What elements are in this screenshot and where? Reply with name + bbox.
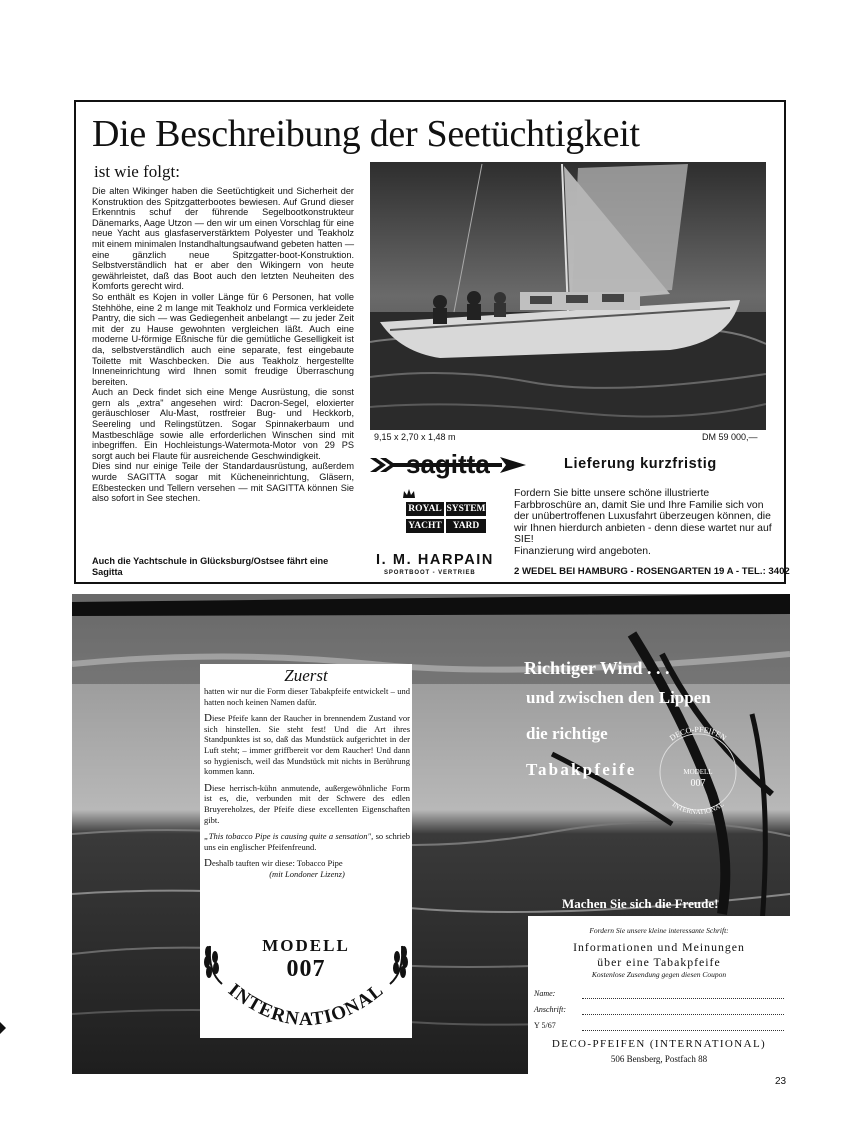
margin-mark-icon	[0, 1022, 6, 1034]
quote-paragraph	[204, 831, 410, 852]
paragraph-text: iese Pfeife kann der Raucher in brennendem Zustand vor sich hinstellen. Sie steht fest! Und die Art ihres Standpunktes ist so, daß das Mundstück aufgerichtet in der Luft steht; – immer griffbereit vor dem Raucher! Und dann so hygienisch, weil das Mundstück mit nichts in Berührung kommen kann.	[204, 713, 410, 777]
international-arc-text: INTERNATIONAL	[224, 979, 388, 1031]
brochure-text: Fordern Sie bitte unsere schöne illustrierte Farbbroschüre an, damit Sie und Ihre Familie sich von der unübertroffenen Luxusfahrt überzeugen können, die wir Ihnen hierdurch anbieten - denn diese wartet nur auf SIE!	[514, 488, 772, 546]
coupon-title: Informationen und Meinungen	[573, 940, 745, 954]
address-field[interactable]	[582, 1014, 784, 1015]
body-paragraph: Dies sind nur einige Teile der Standardausrüstung, außerdem wurde SAGITTA sogar mit Kücheneinrichtung, Gläsern, Eßbestecken und Tellern versehen — mit SAGITTA können Sie also sofort in See stechen.	[92, 461, 354, 504]
coupon-company: DECO-PFEIFEN (INTERNATIONAL)	[551, 1038, 767, 1050]
license-note: (mit Londoner Lizenz)	[269, 868, 345, 879]
coupon-code: Y 5/67	[534, 1021, 556, 1030]
slogan-line: Tabakpfeife	[526, 760, 637, 779]
seal-text: INTERNATIONAL	[670, 800, 726, 814]
sagitta-advertisement	[74, 100, 790, 584]
english-quote: „This tobacco Pipe is causing quite a sensation",	[204, 831, 374, 842]
logo-word: YARD	[446, 519, 486, 533]
page-number: 23	[775, 1076, 787, 1087]
delivery-note: Lieferung kurzfristig	[564, 456, 717, 472]
coupon-note: Kostenlose Zusendung gegen diesen Coupon	[591, 970, 727, 979]
pipe-description-box	[200, 664, 412, 1038]
dealer-subtitle: SPORTBOOT - VERTRIEB	[384, 570, 476, 576]
brochure-request-text	[514, 488, 776, 558]
naming-paragraph	[204, 858, 410, 869]
ad-subheadline: ist wie folgt:	[94, 162, 180, 181]
order-coupon	[528, 916, 790, 1074]
royal-system-yacht-yard-logo	[406, 502, 486, 534]
model-label: MODELL	[262, 936, 350, 955]
quote-source: so schrieb uns ein englischer Pfeifenfreund.	[204, 831, 410, 852]
address-field-label: Anschrift:	[534, 1005, 566, 1014]
pipe-advertisement	[72, 594, 790, 1074]
boat-dimensions: 9,15 x 2,70 x 1,48 m	[374, 432, 456, 442]
logo-word: SYSTEM	[446, 504, 486, 514]
seal-text: 007	[690, 778, 706, 789]
arrow-icon	[370, 448, 526, 482]
description-paragraph	[204, 713, 410, 777]
description-paragraph	[204, 783, 410, 825]
dealer-name: I. M. HARPAIN	[376, 552, 495, 568]
slogan-line: und zwischen den Lippen	[526, 688, 711, 707]
yacht-school-note: Auch die Yachtschule in Glücksburg/Ostsee fährt eine Sagitta	[92, 556, 329, 577]
pipe-tagline: Machen Sie sich die Freude!	[562, 896, 719, 911]
drop-cap: D	[204, 857, 212, 870]
logo-word: ROYAL	[406, 502, 444, 516]
crown-icon	[402, 488, 416, 500]
sailboat-illustration	[370, 162, 766, 430]
financing-text: Finanzierung wird angeboten.	[514, 545, 651, 557]
logo-word: YACHT	[406, 519, 444, 533]
paragraph-text: eshalb tauften wir diese: Tobacco Pipe	[211, 858, 343, 869]
ad-body-text	[92, 186, 354, 504]
body-paragraph: Die alten Wikinger haben die Seetüchtigkeit und Sicherheit der Konstruktion des Spitzgatterbootes bewiesen. Auf Grund dieser Erkenntnis schuf der führende Segelbootkonstrukteur Dänemarks, Aage Utzon — den wir um einen Vorschlag für eine neue Yacht aus glasfaserverstärktem Polyester und Teakholz mit einem minimalen Instandhaltungsaufwand gebeten hatten — eine gänzlich neue Spitzgatter-boot-Konstruktion. Selbstverständlich hat er aber den Wikingern von heute gewährleistet, daß das Boot auch den letzten Neuheiten des Komforts gerecht wird.	[92, 186, 355, 292]
svg-text:INTERNATIONAL	[224, 980, 388, 1031]
sailboat-photo	[370, 162, 766, 430]
coupon-address: 506 Bensberg, Postfach 88	[610, 1054, 708, 1064]
model-number: 007	[286, 956, 326, 982]
paragraph-text: iese herrisch-kühn anmutende, außergewöhnliche Form ist es, die, verbunden mit der Schwere des edlen Bruyereholzes, der Pfeife diese excellenten Eigenschaften gibt.	[204, 782, 410, 825]
international-arc	[200, 924, 412, 1038]
body-paragraph: So enthält es Kojen in voller Länge für 6 Personen, hat volle Stehhöhe, eine 2 m lange mit Teakholz und Formica verkleidete Pantry, die sich — was Gediegenheit anbelangt — zu jeder Zeit mit der zu Hause gewohnten vergleichen läßt. Auch eine moderne U-förmige Eßnische für die gemütliche Geselligkeit ist da, selbstverständlich auch eine separate, fest eingebaute Toilette mit Waschbecken. Die aus Teakholz hergestellte Inneneinrichtung wird Ihnen somit freudige Überraschung bereiten.	[92, 291, 354, 387]
svg-text:INTERNATIONAL	[671, 800, 726, 814]
pipe-heading: Zuerst	[284, 666, 328, 685]
slogan-line: die richtige	[526, 724, 608, 743]
boat-price: DM 59 000,—	[702, 432, 758, 442]
pipe-description-text	[204, 686, 410, 880]
name-field-label: Name:	[534, 989, 556, 998]
sagitta-logo	[370, 448, 526, 482]
intro-paragraph: hatten wir nur die Form dieser Tabakpfeife entwickelt – und hatten noch keinen Namen dafür.	[204, 686, 410, 707]
body-paragraph: Auch an Deck findet sich eine Menge Ausrüstung, die sonst gern als „extra" angesehen wird: Dacron-Segel, eloxierter geräuschloser Alu-Mast, rostfreier Bug- und Heckkorb, Seereling und Relingstützen. Sogar Spinnakerbaum und Mastbeschläge sowie alle erforderlichen Winschen sind mit inbegriffen. Ein Hochleistungs-Watermota-Motor von 29 PS sorgt auch bei Flaute für ausreichende Geschwindigkeit.	[92, 387, 354, 461]
deco-pfeifen-seal	[638, 724, 758, 814]
seal-text: MODELL	[683, 768, 713, 776]
coupon-intro: Fordern Sie unsere kleine interessante Schrift:	[589, 926, 729, 935]
ad-headline: Die Beschreibung der Seetüchtigkeit	[92, 113, 640, 155]
sagitta-wordmark: sagitta	[406, 449, 490, 479]
coupon-title: über eine Tabakpfeife	[597, 955, 721, 969]
seal-text: DECO-PFEIFEN	[667, 724, 729, 743]
coupon-extra-line[interactable]	[582, 1030, 784, 1031]
name-field[interactable]	[582, 998, 784, 999]
dealer-address: 2 WEDEL BEI HAMBURG - ROSENGARTEN 19 A - TEL.: 3402	[514, 566, 790, 577]
drop-cap: D	[204, 712, 212, 725]
drop-cap: D	[204, 781, 212, 794]
slogan-line: Richtiger Wind . . .	[524, 658, 670, 678]
